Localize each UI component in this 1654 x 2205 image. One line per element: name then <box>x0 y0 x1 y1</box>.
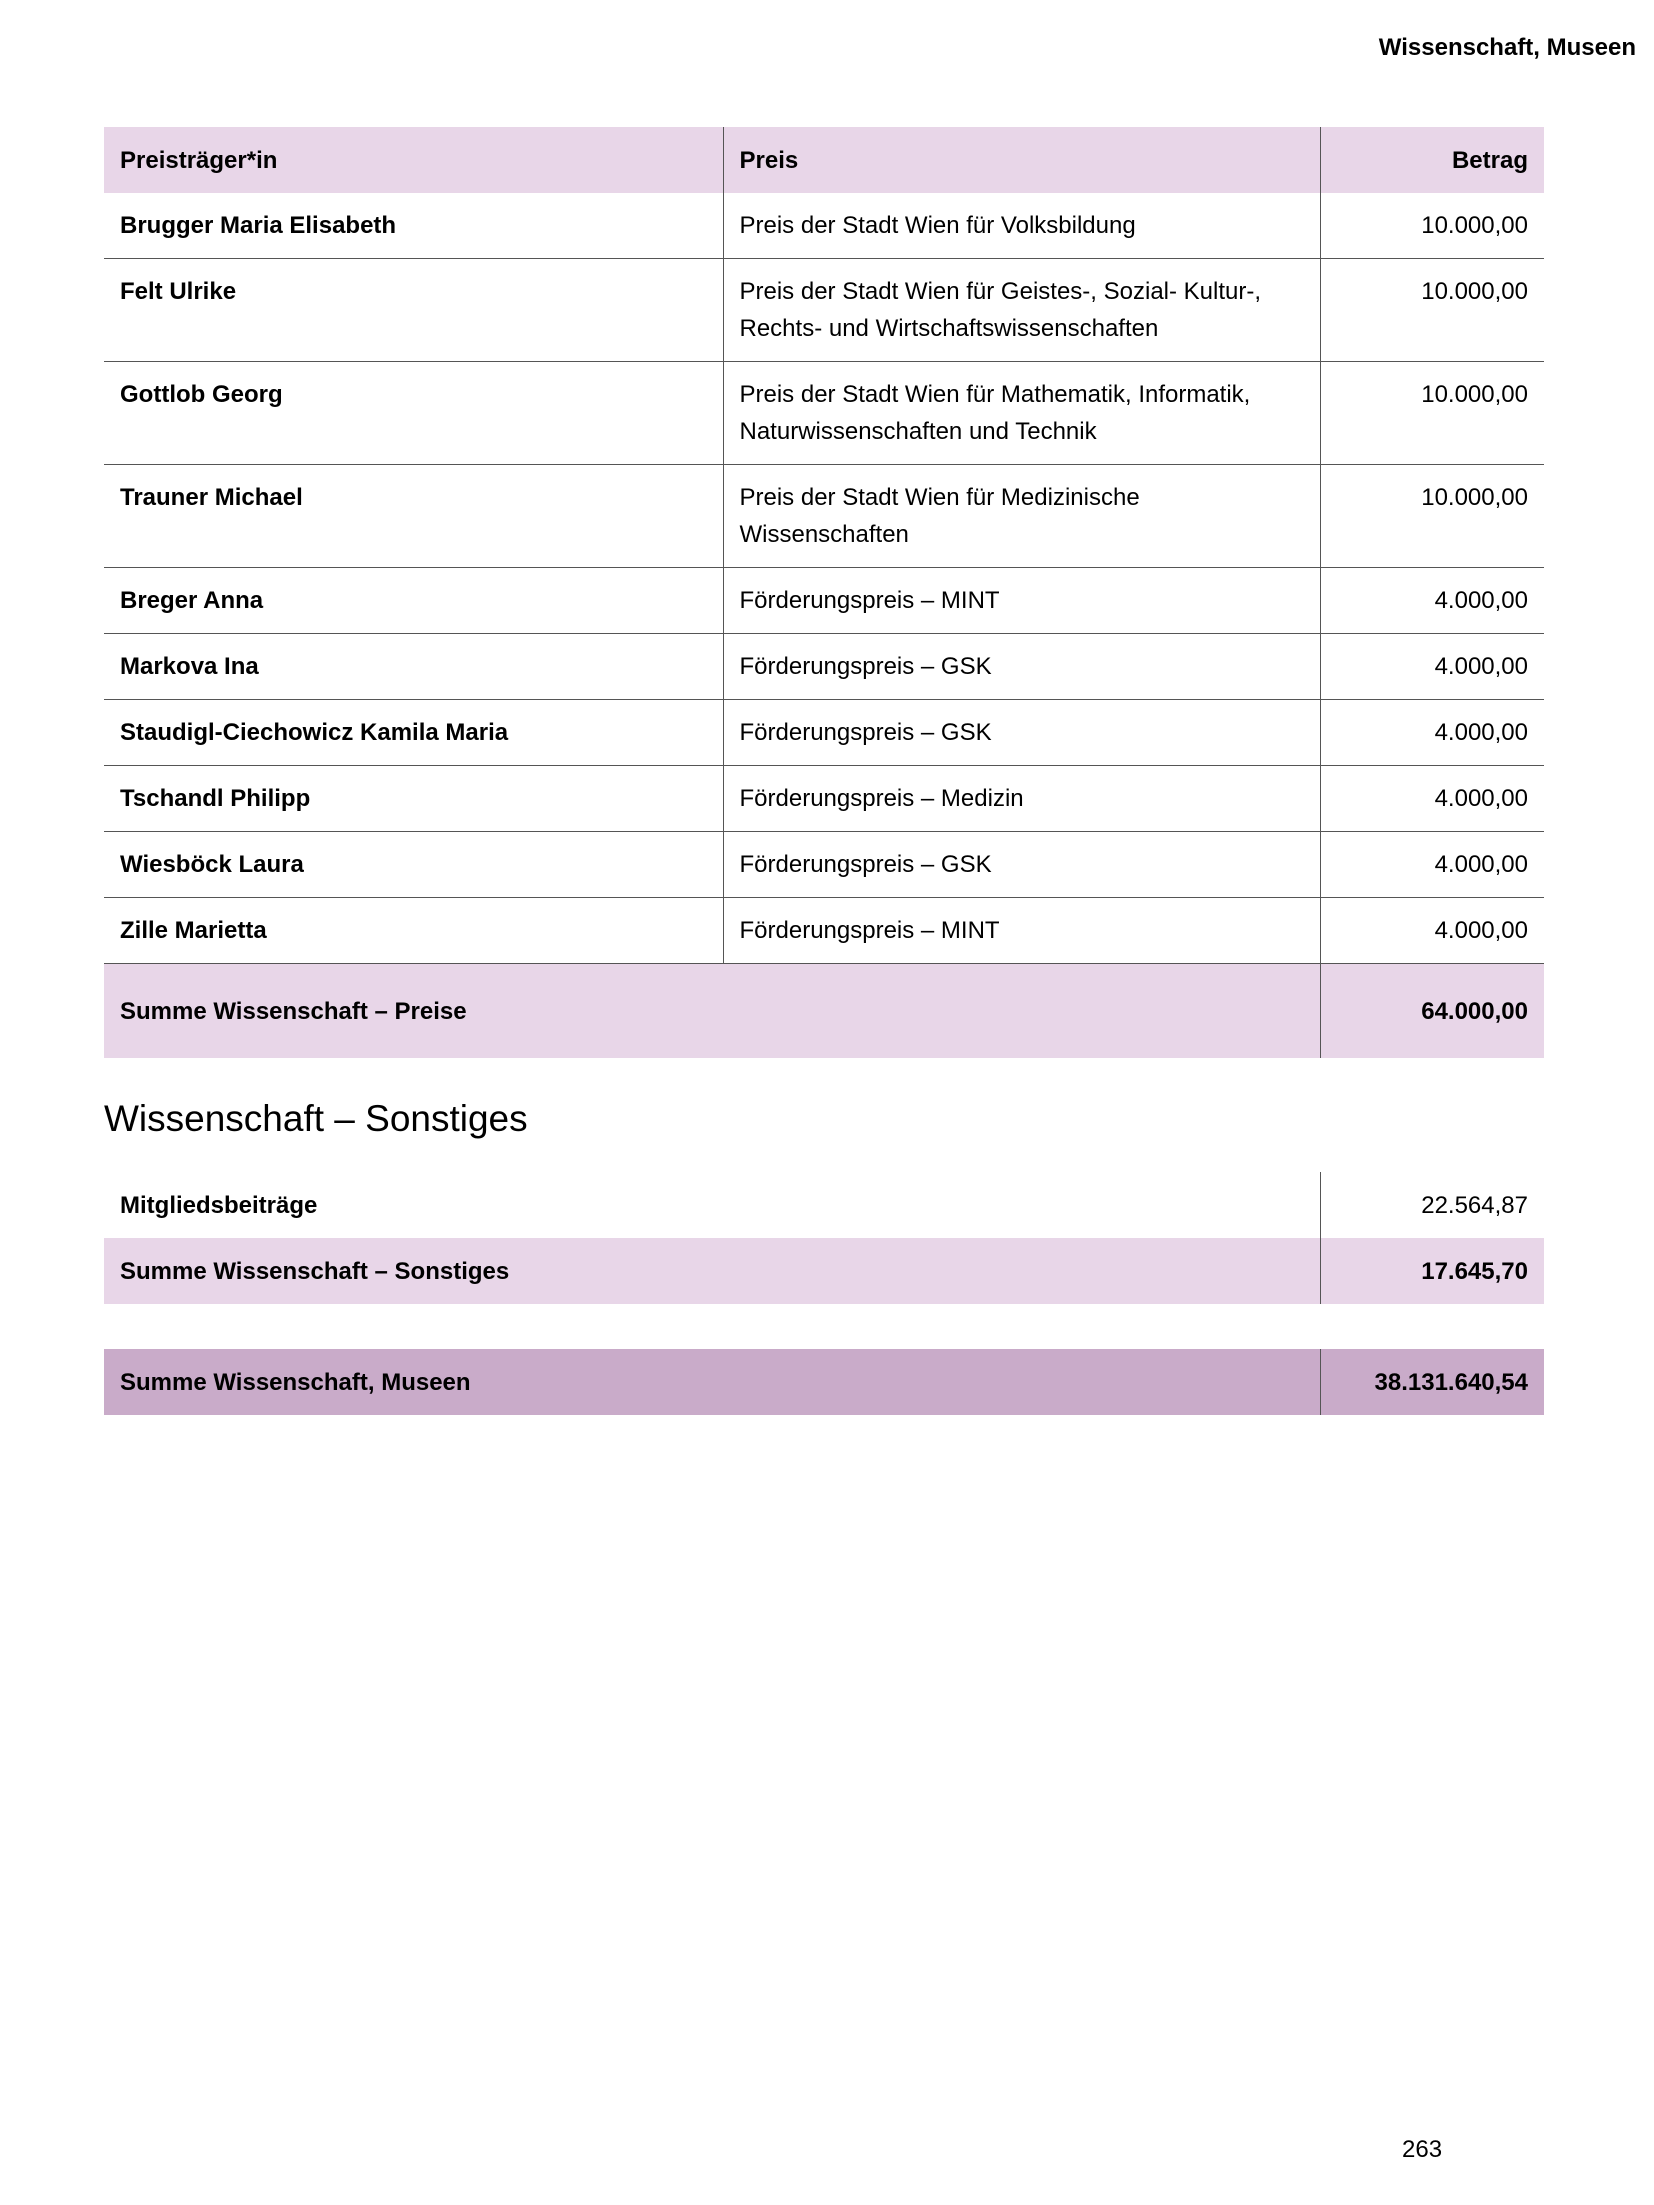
row-name: Zille Marietta <box>120 917 267 944</box>
misc-item-value: 22.564,87 <box>1320 1172 1544 1238</box>
misc-sum-label: Summe Wissenschaft – Sonstiges <box>104 1238 1320 1304</box>
header-preis: Preis <box>723 127 1320 193</box>
row-preis: Förderungspreis – MINT <box>723 898 1320 964</box>
row-betrag: 4.000,00 <box>1320 568 1544 634</box>
prize-sum-value: 64.000,00 <box>1320 964 1544 1059</box>
row-name: Breger Anna <box>120 587 264 614</box>
prize-table <box>104 127 1544 1058</box>
grand-total-value: 38.131.640,54 <box>1320 1349 1544 1415</box>
row-betrag: 10.000,00 <box>1320 362 1544 465</box>
table-row <box>104 766 1544 832</box>
row-preis: Preis der Stadt Wien für Geistes-, Sozial- Kultur-, Rechts- und Wirtschaftswissenschaften <box>723 259 1320 362</box>
prize-sum-label: Summe Wissenschaft – Preise <box>104 964 1320 1059</box>
row-name: Gottlob Georg <box>120 381 283 408</box>
row-betrag: 4.000,00 <box>1320 898 1544 964</box>
running-head: Wissenschaft, Museen <box>1378 34 1636 61</box>
misc-table <box>104 1172 1544 1304</box>
row-name: Trauner Michael <box>120 484 303 511</box>
table-row <box>104 700 1544 766</box>
section-title-sonstiges: Wissenschaft – Sonstiges <box>104 1098 528 1139</box>
row-betrag: 4.000,00 <box>1320 832 1544 898</box>
row-name: Brugger Maria Elisabeth <box>120 212 397 239</box>
row-preis: Förderungspreis – GSK <box>723 832 1320 898</box>
row-preis: Förderungspreis – GSK <box>723 634 1320 700</box>
table-row <box>104 1172 1544 1238</box>
row-name: Markova Ina <box>120 653 259 680</box>
table-row <box>104 193 1544 259</box>
row-name: Felt Ulrike <box>120 278 237 305</box>
row-betrag: 10.000,00 <box>1320 259 1544 362</box>
table-row <box>104 259 1544 362</box>
row-preis: Preis der Stadt Wien für Medizinische Wissenschaften <box>723 465 1320 568</box>
table-row <box>104 465 1544 568</box>
table-row <box>104 832 1544 898</box>
grand-total-label: Summe Wissenschaft, Museen <box>104 1349 1320 1415</box>
misc-sum-value: 17.645,70 <box>1320 1238 1544 1304</box>
row-betrag: 4.000,00 <box>1320 634 1544 700</box>
row-preis: Förderungspreis – GSK <box>723 700 1320 766</box>
row-preis: Preis der Stadt Wien für Volksbildung <box>723 193 1320 259</box>
row-name: Tschandl Philipp <box>120 785 311 812</box>
grand-total-row <box>104 1349 1544 1415</box>
table-row <box>104 568 1544 634</box>
table-row <box>104 898 1544 964</box>
row-preis: Förderungspreis – MINT <box>723 568 1320 634</box>
header-preistraeger: Preisträger*in <box>104 127 723 193</box>
row-betrag: 4.000,00 <box>1320 700 1544 766</box>
table-row <box>104 362 1544 465</box>
row-preis: Förderungspreis – Medizin <box>723 766 1320 832</box>
table-row <box>104 634 1544 700</box>
prize-table-header <box>104 127 1544 193</box>
row-betrag: 4.000,00 <box>1320 766 1544 832</box>
row-name: Wiesböck Laura <box>120 851 304 878</box>
page-number: 263 <box>1402 2136 1443 2163</box>
row-betrag: 10.000,00 <box>1320 193 1544 259</box>
prize-sum-row <box>104 964 1544 1059</box>
row-preis: Preis der Stadt Wien für Mathematik, Informatik, Naturwissenschaften und Technik <box>723 362 1320 465</box>
grand-total-table <box>104 1349 1544 1415</box>
misc-sum-row <box>104 1238 1544 1304</box>
misc-item-label: Mitgliedsbeiträge <box>104 1172 1320 1238</box>
row-name: Staudigl-Ciechowicz Kamila Maria <box>120 719 509 746</box>
row-betrag: 10.000,00 <box>1320 465 1544 568</box>
header-betrag: Betrag <box>1320 127 1544 193</box>
